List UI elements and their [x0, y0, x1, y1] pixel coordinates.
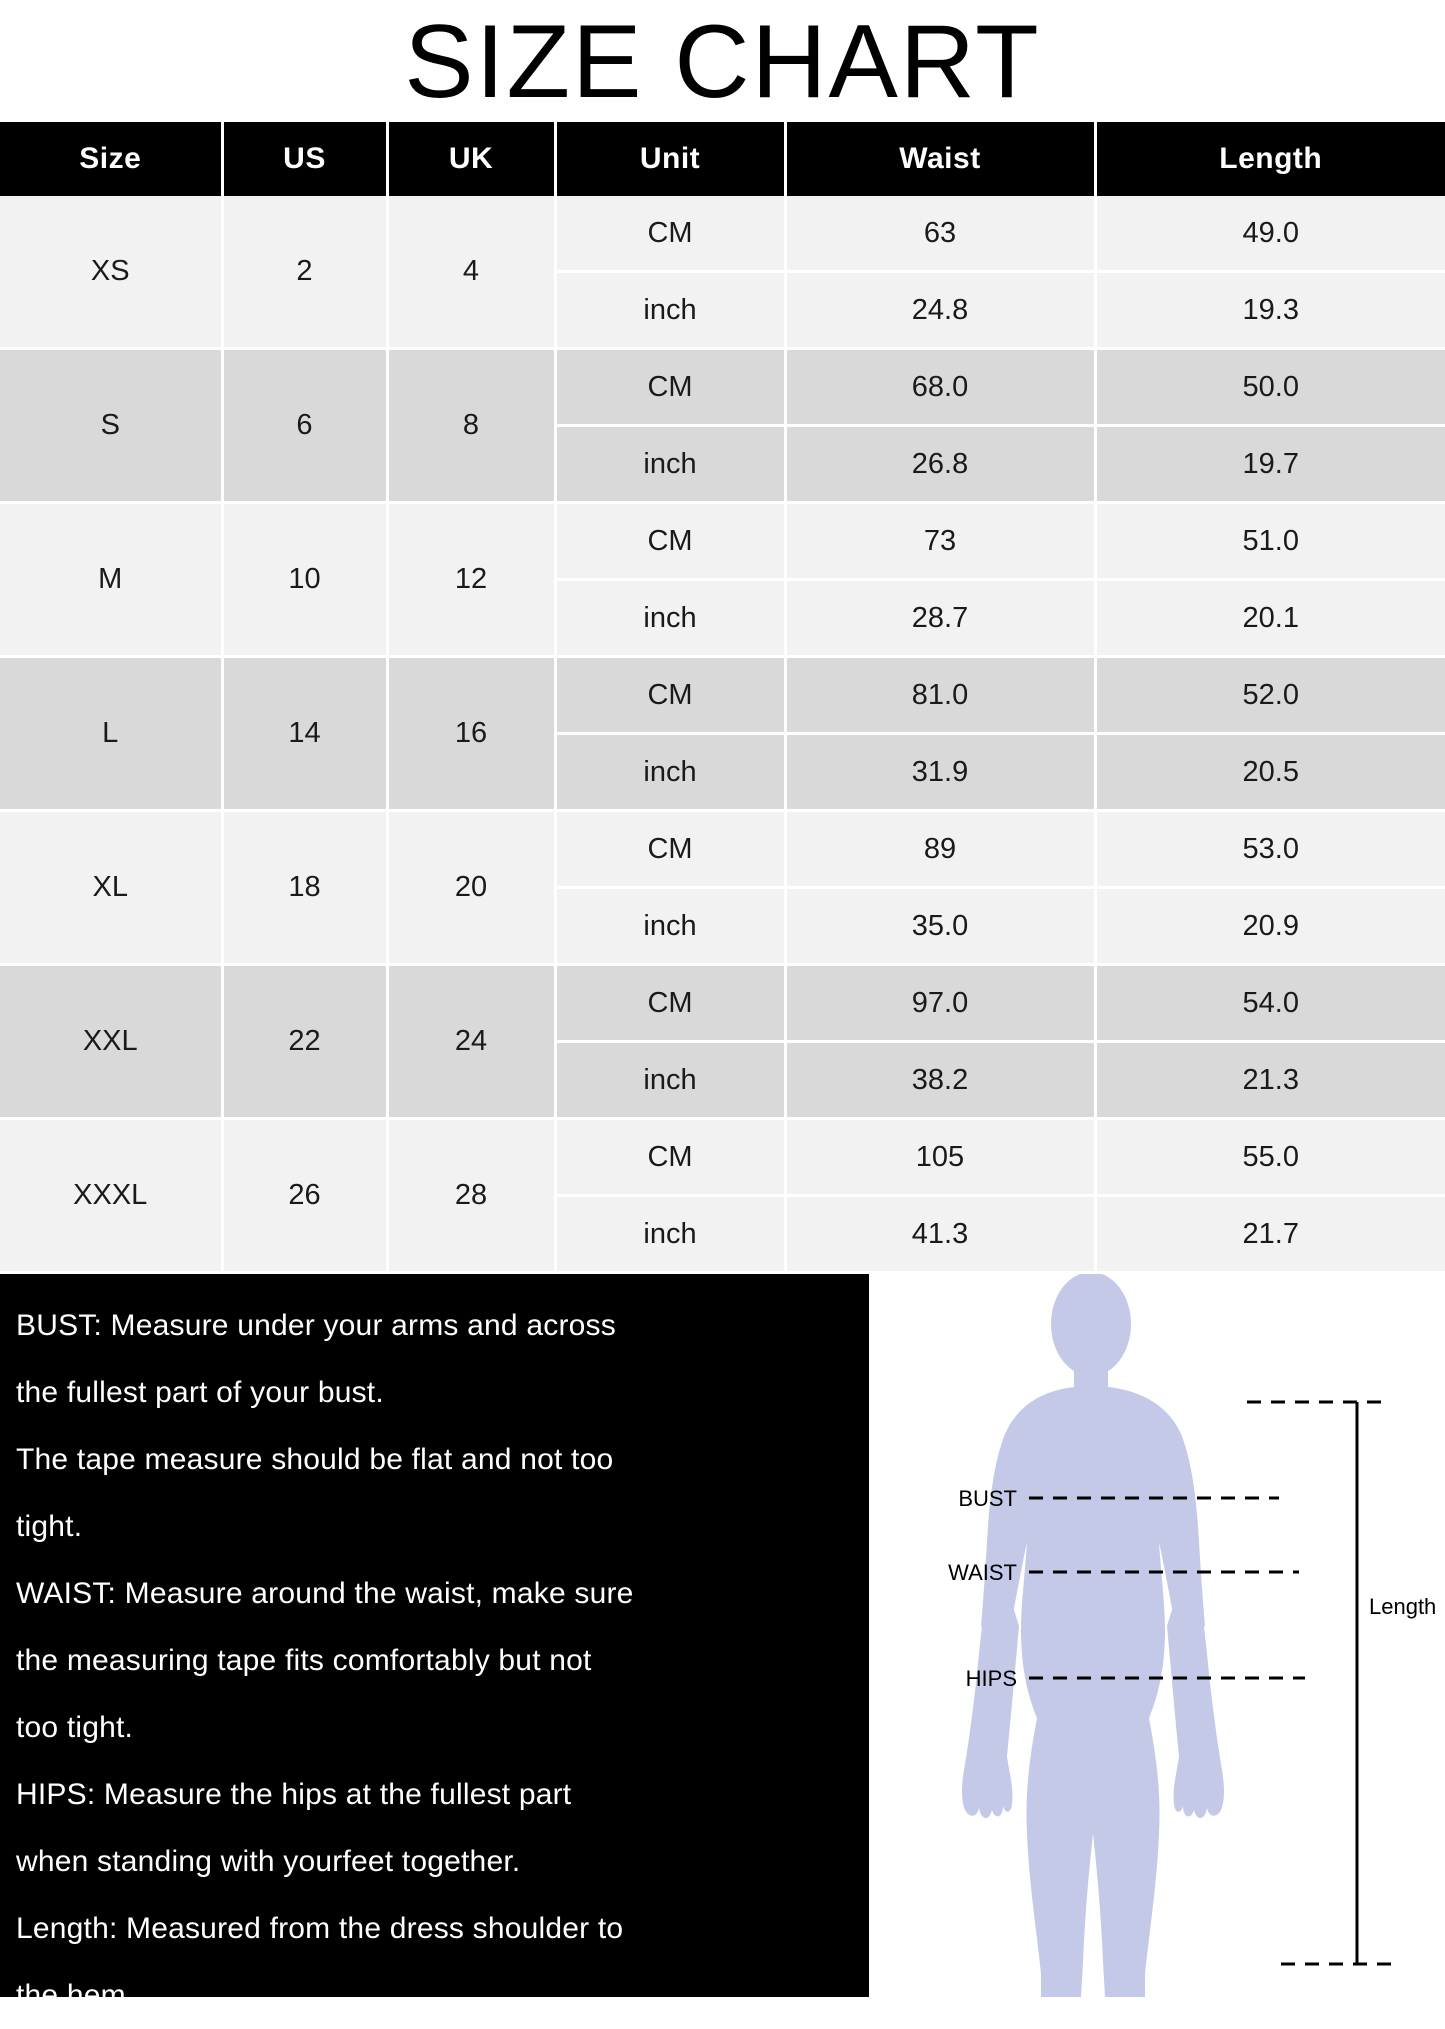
bottom-section: [0, 1274, 1445, 2012]
column-header-unit: Unit: [555, 122, 785, 196]
instruction-line: the measuring tape fits comfortably but not: [16, 1644, 592, 1677]
cell-size: L: [0, 657, 222, 811]
cell-size: XS: [0, 196, 222, 349]
instruction-line: tight.: [16, 1510, 83, 1543]
female-body-silhouette: [962, 1274, 1224, 1997]
cell-length: 20.9: [1095, 888, 1445, 965]
cell-unit: inch: [555, 888, 785, 965]
cell-us: 2: [222, 196, 387, 349]
table-row: [0, 1119, 1445, 1196]
cell-length: 53.0: [1095, 811, 1445, 888]
instruction-line: Length: Measured from the dress shoulder to: [16, 1912, 624, 1945]
table-row: [0, 349, 1445, 426]
cell-waist: 97.0: [785, 965, 1095, 1042]
label-waist: WAIST: [948, 1560, 1017, 1585]
table-header-row: [0, 122, 1445, 196]
cell-uk: 4: [387, 196, 555, 349]
label-bust: BUST: [958, 1486, 1017, 1511]
cell-us: 18: [222, 811, 387, 965]
instruction-line: too tight.: [16, 1711, 134, 1744]
cell-unit: CM: [555, 657, 785, 734]
instruction-line: the fullest part of your bust.: [16, 1376, 384, 1409]
cell-us: 22: [222, 965, 387, 1119]
cell-waist: 24.8: [785, 272, 1095, 349]
cell-us: 6: [222, 349, 387, 503]
cell-length: 51.0: [1095, 503, 1445, 580]
cell-waist: 28.7: [785, 580, 1095, 657]
cell-us: 26: [222, 1119, 387, 1273]
cell-unit: inch: [555, 1042, 785, 1119]
instruction-line: WAIST: Measure around the waist, make sure: [16, 1577, 634, 1610]
cell-us: 14: [222, 657, 387, 811]
cell-waist: 68.0: [785, 349, 1095, 426]
cell-unit: CM: [555, 965, 785, 1042]
cell-uk: 12: [387, 503, 555, 657]
cell-length: 21.3: [1095, 1042, 1445, 1119]
label-hips: HIPS: [965, 1666, 1017, 1691]
size-chart-table: [0, 122, 1445, 1274]
cell-uk: 28: [387, 1119, 555, 1273]
cell-size: M: [0, 503, 222, 657]
instruction-line: HIPS: Measure the hips at the fullest part: [16, 1778, 572, 1811]
cell-uk: 8: [387, 349, 555, 503]
cell-unit: inch: [555, 1196, 785, 1273]
cell-length: 19.7: [1095, 426, 1445, 503]
cell-waist: 41.3: [785, 1196, 1095, 1273]
page-title: SIZE CHART: [404, 4, 1041, 120]
cell-unit: CM: [555, 349, 785, 426]
cell-waist: 26.8: [785, 426, 1095, 503]
cell-uk: 24: [387, 965, 555, 1119]
cell-uk: 16: [387, 657, 555, 811]
cell-unit: inch: [555, 426, 785, 503]
table-row: [0, 196, 1445, 272]
cell-length: 20.5: [1095, 734, 1445, 811]
cell-unit: inch: [555, 734, 785, 811]
cell-us: 10: [222, 503, 387, 657]
cell-uk: 20: [387, 811, 555, 965]
cell-length: 55.0: [1095, 1119, 1445, 1196]
cell-size: S: [0, 349, 222, 503]
column-header-uk: UK: [387, 122, 555, 196]
column-header-us: US: [222, 122, 387, 196]
instruction-line: the hem.: [16, 1979, 135, 2012]
table-row: [0, 811, 1445, 888]
cell-unit: inch: [555, 580, 785, 657]
cell-length: 20.1: [1095, 580, 1445, 657]
cell-waist: 38.2: [785, 1042, 1095, 1119]
cell-waist: 81.0: [785, 657, 1095, 734]
column-header-length: Length: [1095, 122, 1445, 196]
table-row: [0, 965, 1445, 1042]
column-header-waist: Waist: [785, 122, 1095, 196]
instruction-line: when standing with yourfeet together.: [16, 1845, 521, 1878]
cell-waist: 63: [785, 196, 1095, 272]
cell-size: XXL: [0, 965, 222, 1119]
cell-unit: CM: [555, 1119, 785, 1196]
cell-waist: 31.9: [785, 734, 1095, 811]
cell-unit: CM: [555, 503, 785, 580]
measurement-instructions: [0, 1274, 869, 2012]
cell-unit: CM: [555, 811, 785, 888]
cell-unit: inch: [555, 272, 785, 349]
cell-length: 19.3: [1095, 272, 1445, 349]
cell-waist: 35.0: [785, 888, 1095, 965]
cell-size: XXXL: [0, 1119, 222, 1273]
cell-waist: 89: [785, 811, 1095, 888]
column-header-size: Size: [0, 122, 222, 196]
cell-waist: 105: [785, 1119, 1095, 1196]
instruction-line: The tape measure should be flat and not too: [16, 1443, 614, 1476]
table-row: [0, 657, 1445, 734]
cell-length: 54.0: [1095, 965, 1445, 1042]
instruction-line: BUST: Measure under your arms and across: [16, 1309, 616, 1342]
cell-length: 49.0: [1095, 196, 1445, 272]
label-length: Length: [1369, 1594, 1437, 1619]
cell-length: 50.0: [1095, 349, 1445, 426]
measurement-figure: [869, 1274, 1445, 1997]
cell-size: XL: [0, 811, 222, 965]
table-row: [0, 503, 1445, 580]
cell-waist: 73: [785, 503, 1095, 580]
cell-length: 52.0: [1095, 657, 1445, 734]
cell-unit: CM: [555, 196, 785, 272]
cell-length: 21.7: [1095, 1196, 1445, 1273]
